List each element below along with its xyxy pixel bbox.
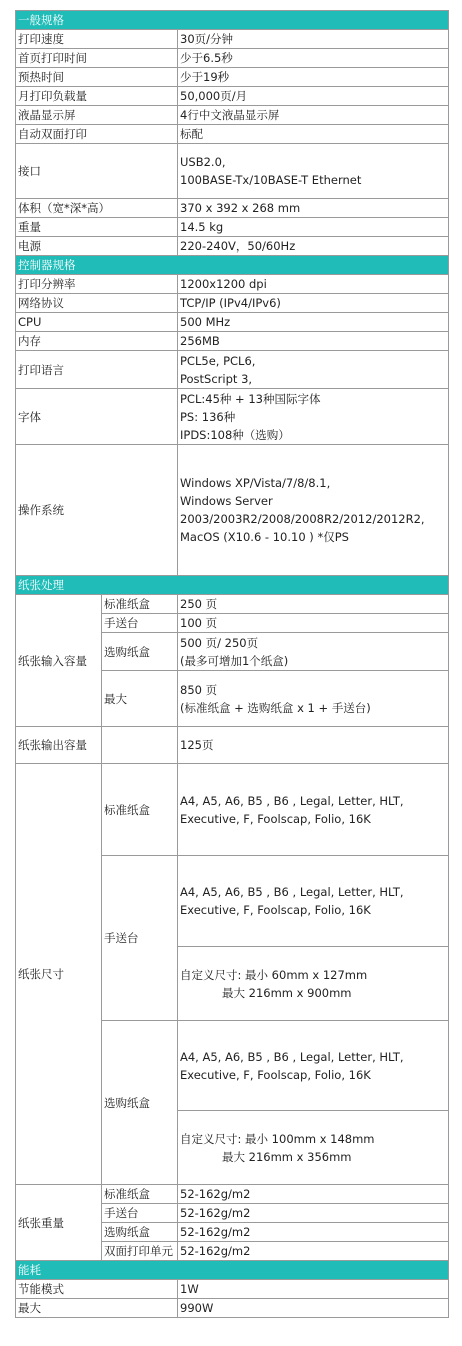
value-line: 最大 216mm x 356mm <box>222 1149 352 1164</box>
spec-label: 接口 <box>16 144 178 199</box>
spec-value: 500 MHz <box>178 313 449 332</box>
value-line: Executive, F, Foolscap, Folio, 16K <box>180 903 371 917</box>
spec-label: 自动双面打印 <box>16 125 178 144</box>
spec-label: 操作系统 <box>16 445 178 576</box>
sub-label: 最大 <box>102 671 178 727</box>
spec-label: 打印速度 <box>16 30 178 49</box>
spec-value: 125页 <box>178 727 449 764</box>
spec-label: 字体 <box>16 389 178 445</box>
sub-label: 手送台 <box>102 614 178 633</box>
value-line: Windows Server <box>180 494 273 508</box>
spec-sheet <box>15 10 448 1318</box>
value-line: 850 页 <box>180 682 218 697</box>
spec-label: 内存 <box>16 332 178 351</box>
section-header-general: 一般规格 <box>16 11 449 30</box>
spec-value: 100 页 <box>178 614 449 633</box>
spec-label: 节能模式 <box>16 1280 178 1299</box>
spec-value: 少于19秒 <box>178 68 449 87</box>
value-line: Executive, F, Foolscap, Folio, 16K <box>180 811 371 826</box>
value-line: A4, A5, A6, B5 , B6 , Legal, Letter, HLT, <box>180 885 404 899</box>
sub-label: 选购纸盒 <box>102 1021 178 1185</box>
spec-label: 电源 <box>16 237 178 256</box>
spec-value: 990W <box>178 1299 449 1318</box>
spec-label: 打印语言 <box>16 351 178 389</box>
spec-label: 体积（宽*深*高） <box>16 199 178 218</box>
value-line: 最大 216mm x 900mm <box>222 985 352 1000</box>
spec-value: 标配 <box>178 125 449 144</box>
sub-label: 选购纸盒 <box>102 633 178 671</box>
spec-value <box>178 1021 449 1111</box>
spec-value <box>178 671 449 727</box>
section-header-power: 能耗 <box>16 1261 449 1280</box>
spec-label-paper-size: 纸张尺寸 <box>16 764 102 1185</box>
value-line: MacOS (X10.6 - 10.10 ) *仅PS <box>180 530 349 544</box>
value-line: USB2.0, <box>180 155 226 169</box>
spec-value: 256MB <box>178 332 449 351</box>
spec-value: TCP/IP (IPv4/IPv6) <box>178 294 449 313</box>
spec-value: 220-240V，50/60Hz <box>178 237 449 256</box>
spec-label: CPU <box>16 313 178 332</box>
spec-label-paper-weight: 纸张重量 <box>16 1185 102 1261</box>
spec-value <box>178 947 449 1021</box>
spec-value: 1200x1200 dpi <box>178 275 449 294</box>
spec-value: 52-162g/m2 <box>178 1204 449 1223</box>
spec-value <box>178 389 449 445</box>
sub-label: 双面打印单元 <box>102 1242 178 1261</box>
value-line: 2003/2003R2/2008/2008R2/2012/2012R2, <box>180 512 425 526</box>
value-line: (最多可增加1个纸盒) <box>180 653 289 668</box>
sub-label-empty <box>102 727 178 764</box>
spec-value: 52-162g/m2 <box>178 1242 449 1261</box>
value-line: (标准纸盒 + 选购纸盒 x 1 + 手送台) <box>180 700 371 715</box>
spec-value: 370 x 392 x 268 mm <box>178 199 449 218</box>
spec-label: 最大 <box>16 1299 178 1318</box>
spec-value <box>178 856 449 947</box>
value-line: A4, A5, A6, B5 , B6 , Legal, Letter, HLT, <box>180 1049 404 1064</box>
spec-label-output-capacity: 纸张输出容量 <box>16 727 102 764</box>
sub-label: 选购纸盒 <box>102 1223 178 1242</box>
spec-label: 月打印负载量 <box>16 87 178 106</box>
spec-label: 网络协议 <box>16 294 178 313</box>
spec-value <box>178 764 449 856</box>
value-line: PS: 136种 <box>180 409 236 424</box>
spec-label: 液晶显示屏 <box>16 106 178 125</box>
value-line: 100BASE-Tx/10BASE-T Ethernet <box>180 173 362 187</box>
spec-label: 重量 <box>16 218 178 237</box>
value-line: PCL:45种 + 13种国际字体 <box>180 391 321 406</box>
spec-value <box>178 633 449 671</box>
sub-label: 手送台 <box>102 856 178 1021</box>
section-header-controller: 控制器规格 <box>16 256 449 275</box>
spec-value: 14.5 kg <box>178 218 449 237</box>
spec-value <box>178 1111 449 1185</box>
spec-value: 52-162g/m2 <box>178 1185 449 1204</box>
value-line: PCL5e, PCL6, <box>180 353 256 368</box>
value-line: A4, A5, A6, B5 , B6 , Legal, Letter, HLT, <box>180 793 404 808</box>
value-line: Executive, F, Foolscap, Folio, 16K <box>180 1067 371 1082</box>
spec-table <box>15 10 449 1318</box>
section-header-paper: 纸张处理 <box>16 576 449 595</box>
spec-label: 首页打印时间 <box>16 49 178 68</box>
spec-value: 50,000页/月 <box>178 87 449 106</box>
sub-label: 手送台 <box>102 1204 178 1223</box>
value-line: 自定义尺寸: 最小 100mm x 148mm <box>180 1131 375 1146</box>
sub-label: 标准纸盒 <box>102 1185 178 1204</box>
spec-label: 预热时间 <box>16 68 178 87</box>
value-line: PostScript 3, <box>180 371 253 386</box>
spec-label-input-capacity: 纸张输入容量 <box>16 595 102 727</box>
sub-label: 标准纸盒 <box>102 764 178 856</box>
value-line: IPDS:108种（选购） <box>180 427 290 442</box>
spec-value <box>178 144 449 199</box>
value-line: Windows XP/Vista/7/8/8.1, <box>180 476 331 490</box>
value-line: 500 页/ 250页 <box>180 635 259 650</box>
sub-label: 标准纸盒 <box>102 595 178 614</box>
spec-value <box>178 445 449 576</box>
spec-value <box>178 351 449 389</box>
spec-value: 52-162g/m2 <box>178 1223 449 1242</box>
spec-value: 少于6.5秒 <box>178 49 449 68</box>
spec-value: 4行中文液晶显示屏 <box>178 106 449 125</box>
spec-value: 250 页 <box>178 595 449 614</box>
spec-label: 打印分辨率 <box>16 275 178 294</box>
spec-value: 30页/分钟 <box>178 30 449 49</box>
spec-value: 1W <box>178 1280 449 1299</box>
value-line: 自定义尺寸: 最小 60mm x 127mm <box>180 967 368 982</box>
